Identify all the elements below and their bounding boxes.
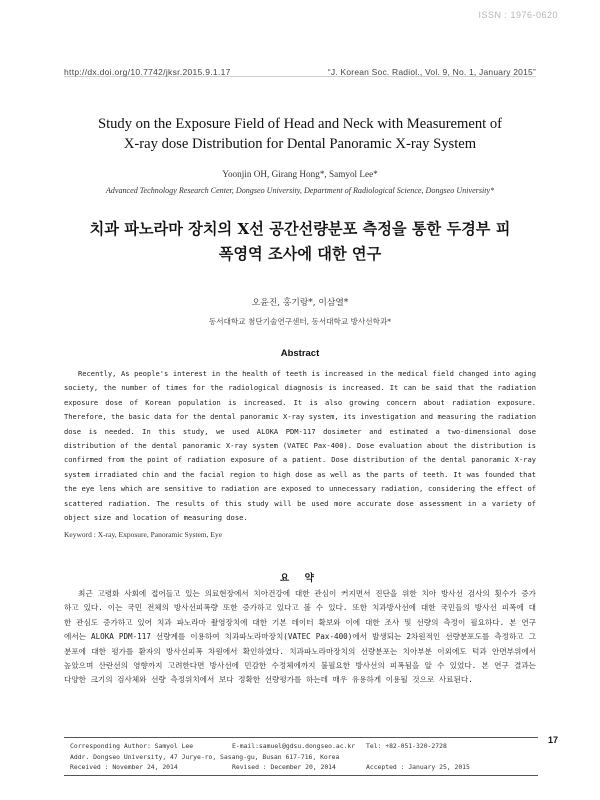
correspondence-box bbox=[64, 737, 538, 776]
abstract-heading: Abstract bbox=[280, 348, 320, 359]
accepted-date: Accepted : January 25, 2015 bbox=[366, 763, 470, 772]
footer-line-2 bbox=[70, 752, 536, 763]
corresponding-author: Corresponding Author: Samyol Lee bbox=[70, 742, 194, 750]
korean-title-line-2: 폭영역 조사에 대한 연구 bbox=[218, 245, 382, 263]
english-authors: Yoonjin OH, Girang Hong*, Samyol Lee* bbox=[222, 169, 378, 179]
doi-link[interactable]: http://dx.doi.org/10.7742/jksr.2015.9.1.17 bbox=[64, 67, 231, 77]
received-date: Received : November 24, 2014 bbox=[70, 763, 178, 772]
author-address: Addr. Dongseo University, 47 Jurye-ro, Sasang-gu, Busan 617-716, Korea bbox=[70, 752, 340, 761]
korean-title-line-1: 치과 파노라마 장치의 X선 공간선량분포 측정을 통한 두경부 피 bbox=[89, 220, 511, 238]
korean-authors: 오윤진, 홍기랑*, 이삼열* bbox=[251, 298, 349, 308]
revised-date: Revised : December 20, 2014 bbox=[232, 763, 336, 772]
english-title bbox=[60, 114, 540, 154]
keywords: Keyword : X-ray, Exposure, Panoramic System, Eye bbox=[64, 530, 223, 539]
summary-heading: 요 약 bbox=[280, 573, 320, 584]
korean-affiliation: 동서대학교 첨단기술연구센터, 동서대학교 방사선학과* bbox=[208, 317, 392, 326]
summary-paragraph: 최근 고령화 사회에 접어들고 있는 의료현장에서 치아건강에 대한 관심이 커지면서 진단을 위한 치아 방사선 검사의 횟수가 증가하고 있다. 이는 국민 전체의 방사선피폭량 또한 증가하고 있다고 볼 수 있다. 또한 치과방사선에 대한 국민들의 방사선 피폭에 대한 관심도 증가하고 있어 치과 파노라마 촬영장치에 대한 기본 데이터 확보와 이에 대한 조사 및 선량의 측정이 필요하다. 본 연구에서는 ALOKA PDM-117 선량계를 이용하여 치과파노라마장치(VATEC Pax-400)에서 발생되는 2차원적인 선량분포도를 측정하고 그 분포에 대한 평가를 환자의 방사선피폭 차원에서 확인하였다. 치과파노라마장치의 선량분포는 치아부분 이외에도 턱과 안면부위에서 높았으며 산란선의 영향까지 고려한다면 방사선에 민감한 수정체에까지 불필요한 방사선의 피폭됨을 알 수 있었다. 본 연구 결과는 다양한 크기의 검사체와 선량 측정위치에서 보다 정확한 선량평가를 하는데 매우 유용하게 이용될 것으로 사료된다. bbox=[64, 589, 536, 685]
journal-citation: “J. Korean Soc. Radiol., Vol. 9, No. 1, January 2015” bbox=[327, 67, 536, 77]
author-email[interactable]: E-mail:samuel@gdsu.dongseo.ac.kr bbox=[232, 742, 356, 750]
footer-line-3 bbox=[70, 762, 536, 773]
english-title-line-1: Study on the Exposure Field of Head and Neck with Measurement of bbox=[97, 116, 503, 132]
issn-label: ISSN : 1976-0620 bbox=[478, 10, 558, 20]
english-affiliation: Advanced Technology Research Center, Dongseo University, Department of Radiological Science, Dongseo University* bbox=[105, 186, 495, 195]
abstract-paragraph: Recently, As people's interest in the health of teeth is increased in the medical field changed into aging society, the number of times for the radiological diagnosis is increased. It can be said that the radiation exposure dose of Korean population is increased. It is also growing concern about radiation exposure. Therefore, the basic data for the dental panoramic X-ray system, its investigation and measuring the radiation dose is needed. In this study, we used ALOKA PDM-117 dosimeter and estimated a two-dimensional dose distribution of the dental panoramic X-ray system (VATEC Pax-400). Dose evaluation about the distribution is confirmed from the point of radiation exposure of a patient. Dose distribution of the dental panoramic X-ray system irradiated chin and the facial region to high dose as well as the parts of teeth. It was founded that the eye lens which are sensitive to radiation are exposed to unnecessary radiation, considering the effect of scattered radiation. The results of this study will be used more accurate dose assessment in a variety of object size and location of measuring dose. bbox=[64, 369, 536, 523]
korean-title bbox=[70, 217, 530, 267]
summary-body bbox=[64, 587, 536, 688]
page-number: 17 bbox=[547, 735, 558, 745]
abstract-body bbox=[64, 367, 536, 525]
author-phone: Tel: +82-051-320-2728 bbox=[366, 742, 447, 750]
english-title-line-2: X-ray dose Distribution for Dental Panoramic X-ray System bbox=[123, 136, 477, 152]
footer-line-1 bbox=[70, 741, 536, 752]
